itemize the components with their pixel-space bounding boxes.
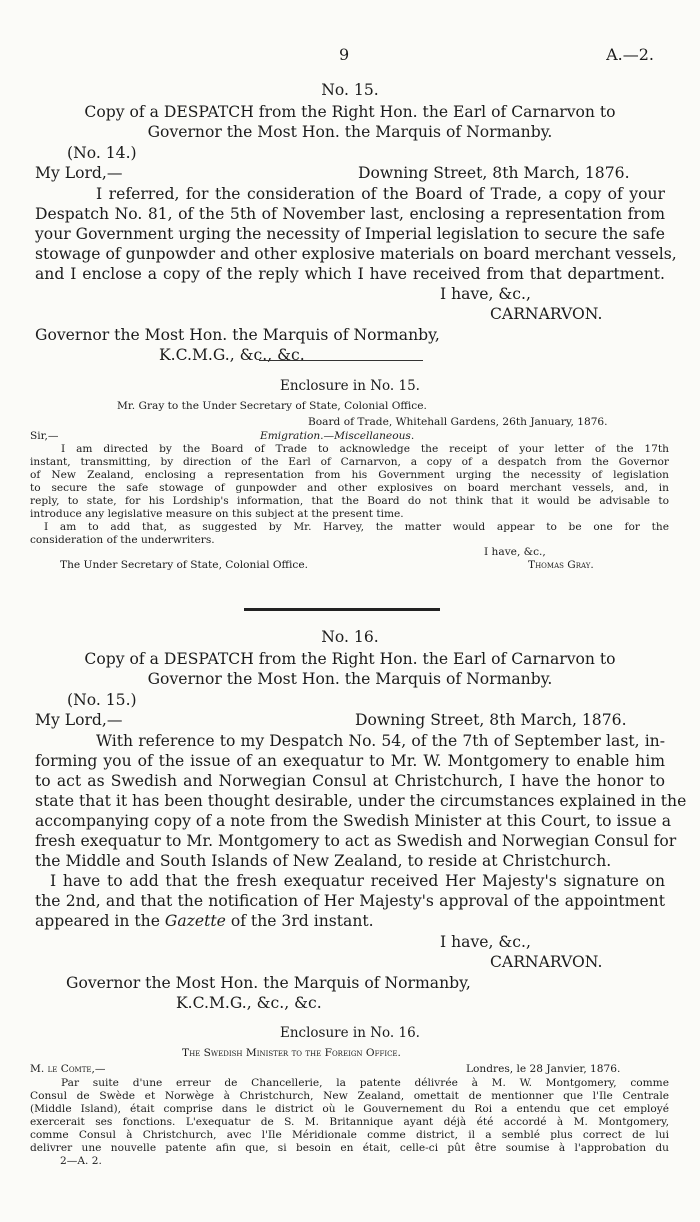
addressee-line-1: Governor the Most Hon. the Marquis of Normanby, [66,974,471,992]
section-divider [259,360,423,361]
body-line: I referred, for the consideration of the Board of Trade, a copy of your [96,185,665,203]
place-date: Downing Street, 8th March, 1876. [358,164,630,182]
body-line: instant, transmitting, by direction of the Earl of Carnarvon, a copy of a despatch from the Governor [30,456,669,468]
signature: CARNARVON. [490,305,603,323]
enclosure-salutation: Sir,— [30,430,59,442]
despatch-title-line-2: Governor the Most Hon. the Marquis of Normanby. [147,670,553,688]
body-line: With reference to my Despatch No. 54, of the 7th of September last, in- [96,732,665,750]
body-line: Despatch No. 81, of the 5th of November last, enclosing a representation from [35,205,665,223]
body-line: I have to add that the fresh exequatur received Her Majesty's signature on [50,872,665,890]
signature: CARNARVON. [490,953,603,971]
paper-reference: A.—2. [606,45,654,64]
despatch-number: No. 15. [321,81,379,99]
section-divider [244,608,440,611]
body-line: forming you of the issue of an exequatur to Mr. W. Montgomery to enable him [35,752,665,770]
gazette-title: Gazette [164,912,226,930]
body-line: appeared in the Gazette of the 3rd instant. [35,912,374,930]
body-line: the Middle and South Islands of New Zealand, to reside at Christchurch. [35,852,612,870]
enclosure-place-date: Board of Trade, Whitehall Gardens, 26th January, 1876. [308,416,608,428]
despatch-title-line-1: Copy of a DESPATCH from the Right Hon. the Earl of Carnarvon to [84,103,616,121]
body-line: Par suite d'une erreur de Chancellerie, la patente délivrée à M. W. Montgomery, comme [61,1077,669,1089]
page-number: 9 [339,45,350,64]
enclosure-from-to: The Swedish Minister to the Foreign Office. [182,1047,401,1059]
enclosure-title: Enclosure in No. 16. [280,1025,420,1041]
addressee-line-1: Governor the Most Hon. the Marquis of Normanby, [35,326,440,344]
body-line: and I enclose a copy of the reply which I have received from that department. [35,265,665,283]
body-line: accompanying copy of a note from the Swedish Minister at this Court, to issue a [35,812,672,830]
despatch-title-line-2: Governor the Most Hon. the Marquis of Normanby. [147,123,553,141]
body-line: fresh exequatur to Mr. Montgomery to act as Swedish and Norwegian Consul for [35,832,677,850]
body-line: introduce any legislative measure on this subject at the present time. [30,508,404,520]
enclosure-from-to: Mr. Gray to the Under Secretary of State, Colonial Office. [117,400,427,412]
enclosure-place-date: Londres, le 28 Janvier, 1876. [466,1063,621,1075]
body-line: I am to add that, as suggested by Mr. Harvey, the matter would appear to be one for the [44,521,669,533]
body-line: Consul de Swède et Norwège à Christchurch, New Zealand, omettait de mentionner que l'Ile Centrale [30,1090,669,1102]
body-line: to secure the safe stowage of gunpowder and other explosives on board merchant vessels, and, in [30,482,669,494]
body-line: exercerait ses fonctions. L'exequatur de S. M. Britannique ayant déjà été accordé à M. Montgomery, [30,1116,669,1128]
place-date: Downing Street, 8th March, 1876. [355,711,627,729]
addressee-line-2: K.C.M.G., &c., &c. [176,994,322,1012]
despatch-number: No. 16. [321,628,379,646]
body-line: the 2nd, and that the notification of Her Majesty's approval of the appointment [35,892,665,910]
despatch-series-number: (No. 14.) [67,144,137,162]
closing: I have, &c., [440,285,531,303]
body-line: your Government urging the necessity of Imperial legislation to secure the safe [35,225,665,243]
body-line: to act as Swedish and Norwegian Consul at Christchurch, I have the honor to [35,772,665,790]
body-line: delivrer une nouvelle patente afin que, si besoin en était, celle-ci pût être soumise à l'approbation du [30,1142,669,1154]
body-line: comme Consul à Christchurch, avec l'Ile Méridionale comme district, il a semblé plus correct de lui [30,1129,669,1141]
salutation: My Lord,— [35,164,123,182]
despatch-series-number: (No. 15.) [67,691,137,709]
salutation: My Lord,— [35,711,123,729]
closing: I have, &c., [440,933,531,951]
addressee: The Under Secretary of State, Colonial Office. [60,559,309,571]
body-line: reply, to state, for his Lordship's information, that the Board do not think that it would be advisable to [30,495,669,507]
signature: Thomas Gray. [528,559,594,571]
closing: I have, &c., [484,546,546,558]
signature-mark: 2—A. 2. [60,1155,102,1167]
despatch-title-line-1: Copy of a DESPATCH from the Right Hon. the Earl of Carnarvon to [84,650,616,668]
enclosure-title: Enclosure in No. 15. [280,378,420,394]
body-line: I am directed by the Board of Trade to acknowledge the receipt of your letter of the 17th [61,443,669,455]
body-line: consideration of the underwriters. [30,534,215,546]
body-line: stowage of gunpowder and other explosive materials on board merchant vessels, [35,245,677,263]
body-line: (Middle Island), était comprise dans le district où le Gouvernement du Roi a entendu que cet employé [30,1103,669,1115]
enclosure-salutation: M. le Comte,— [30,1063,106,1075]
enclosure-category: Emigration.—Miscellaneous. [260,430,415,442]
addressee-line-2: K.C.M.G., &c., &c. [159,346,305,364]
page-header [0,45,700,65]
body-line: of New Zealand, enclosing a representation from his Government urging the necessity of legislation [30,469,669,481]
body-line: state that it has been thought desirable, under the circumstances explained in the [35,792,687,810]
